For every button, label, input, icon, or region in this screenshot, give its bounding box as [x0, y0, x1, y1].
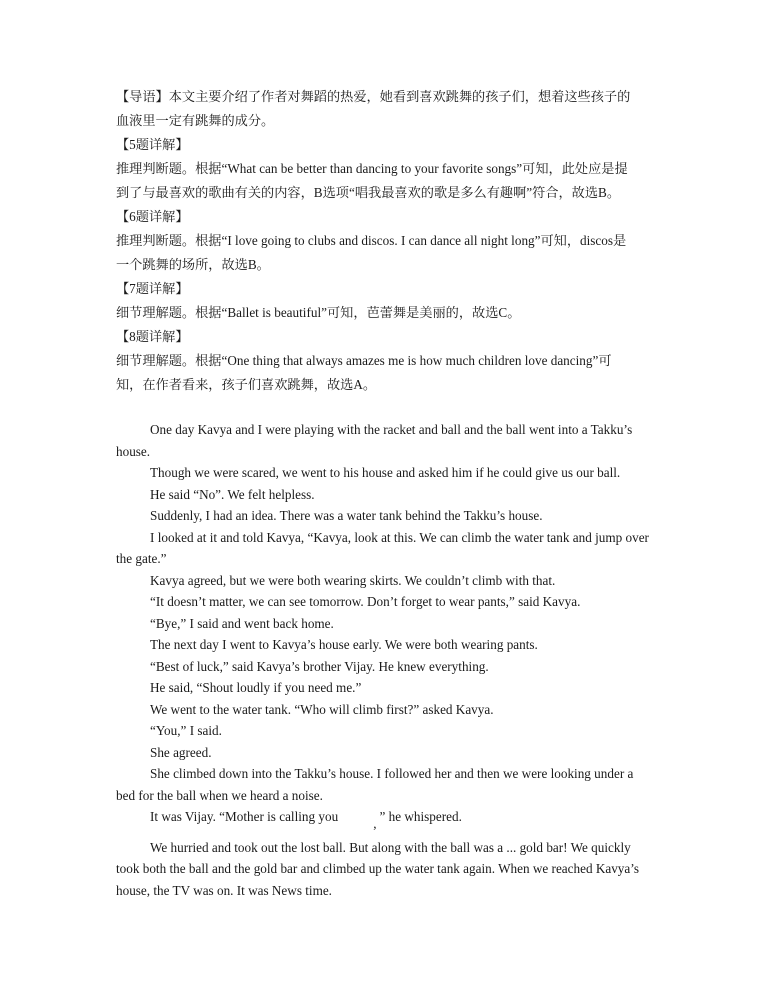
question-7-heading: 【7题详解】: [116, 281, 189, 296]
question-6-heading: 【6题详解】: [116, 209, 189, 224]
question-8-explanation: 知，在作者看来，孩子们喜欢跳舞，故选A。: [116, 377, 377, 392]
blank-comma: ,: [373, 816, 377, 831]
question-6-explanation: 推理判断题。根据“I love going to clubs and discos. I can dance all night long”可知，discos是: [116, 233, 627, 248]
question-5-explanation: 推理判断题。根据“What can be better than dancing to your favorite songs”可知，此处应是提: [116, 161, 628, 176]
passage-paragraph: “Best of luck,” said Kavya’s brother Vijay. He knew everything.: [150, 658, 489, 674]
passage-paragraph: She climbed down into the Takku’s house. I followed her and then we were looking under a bed for the ball when we heard a noise.: [116, 766, 634, 803]
passage-paragraph-blank: [116, 806, 652, 831]
passage-paragraph: I looked at it and told Kavya, “Kavya, look at this. We can climb the water tank and jump over the gate.”: [116, 529, 649, 566]
passage-paragraph: “Bye,” I said and went back home.: [150, 615, 334, 631]
question-8-heading: 【8题详解】: [116, 329, 189, 344]
passage-paragraph: The next day I went to Kavya’s house early. We were both wearing pants.: [150, 637, 538, 652]
passage-paragraph: She agreed.: [150, 744, 212, 760]
passage-text: ” he whispered.: [379, 809, 462, 824]
passage-paragraph: “You,” I said.: [150, 723, 222, 738]
guide-line: 【导语】本文主要介绍了作者对舞蹈的热爱，她看到喜欢跳舞的孩子们，想着这些孩子的: [116, 89, 631, 104]
question-8-explanation: 细节理解题。根据“One thing that always amazes me is how much children love dancing”可: [116, 353, 612, 368]
passage-text: It was Vijay. “Mother is calling you: [150, 809, 339, 824]
passage-paragraph: He said “No”. We felt helpless.: [150, 486, 315, 502]
reading-passage: [116, 419, 652, 901]
passage-paragraph: We went to the water tank. “Who will climb first?” asked Kavya.: [150, 701, 494, 717]
question-5-heading: 【5题详解】: [116, 137, 189, 152]
passage-paragraph: Though we were scared, we went to his house and asked him if he could give us our ball.: [150, 465, 621, 480]
passage-paragraph: “It doesn’t matter, we can see tomorrow. Don’t forget to wear pants,” said Kavya.: [150, 594, 581, 609]
passage-paragraph: We hurried and took out the lost ball. But along with the ball was a ... gold bar! We quickly took both the ball and the gold bar and climbed up the water tank again. When we reached Kavya’s house, the TV was on. It was News time.: [116, 839, 640, 898]
question-5-explanation: 到了与最喜欢的歌曲有关的内容，B选项“唱我最喜欢的歌是多么有趣啊”符合，故选B。: [116, 185, 621, 200]
passage-paragraph: He said, “Shout loudly if you need me.”: [150, 680, 362, 695]
guide-line: 血液里一定有跳舞的成分。: [116, 113, 275, 128]
question-6-explanation: 一个跳舞的场所，故选B。: [116, 257, 270, 272]
passage-paragraph: Kavya agreed, but we were both wearing skirts. We couldn’t climb with that.: [150, 572, 556, 588]
answer-explanations: [116, 85, 656, 397]
passage-paragraph: Suddenly, I had an idea. There was a water tank behind the Takku’s house.: [150, 508, 543, 523]
question-7-explanation: 细节理解题。根据“Ballet is beautiful”可知，芭蕾舞是美丽的，故选C。: [116, 305, 521, 320]
passage-paragraph: One day Kavya and I were playing with the racket and ball and the ball went into a Takku’s house.: [116, 422, 633, 459]
